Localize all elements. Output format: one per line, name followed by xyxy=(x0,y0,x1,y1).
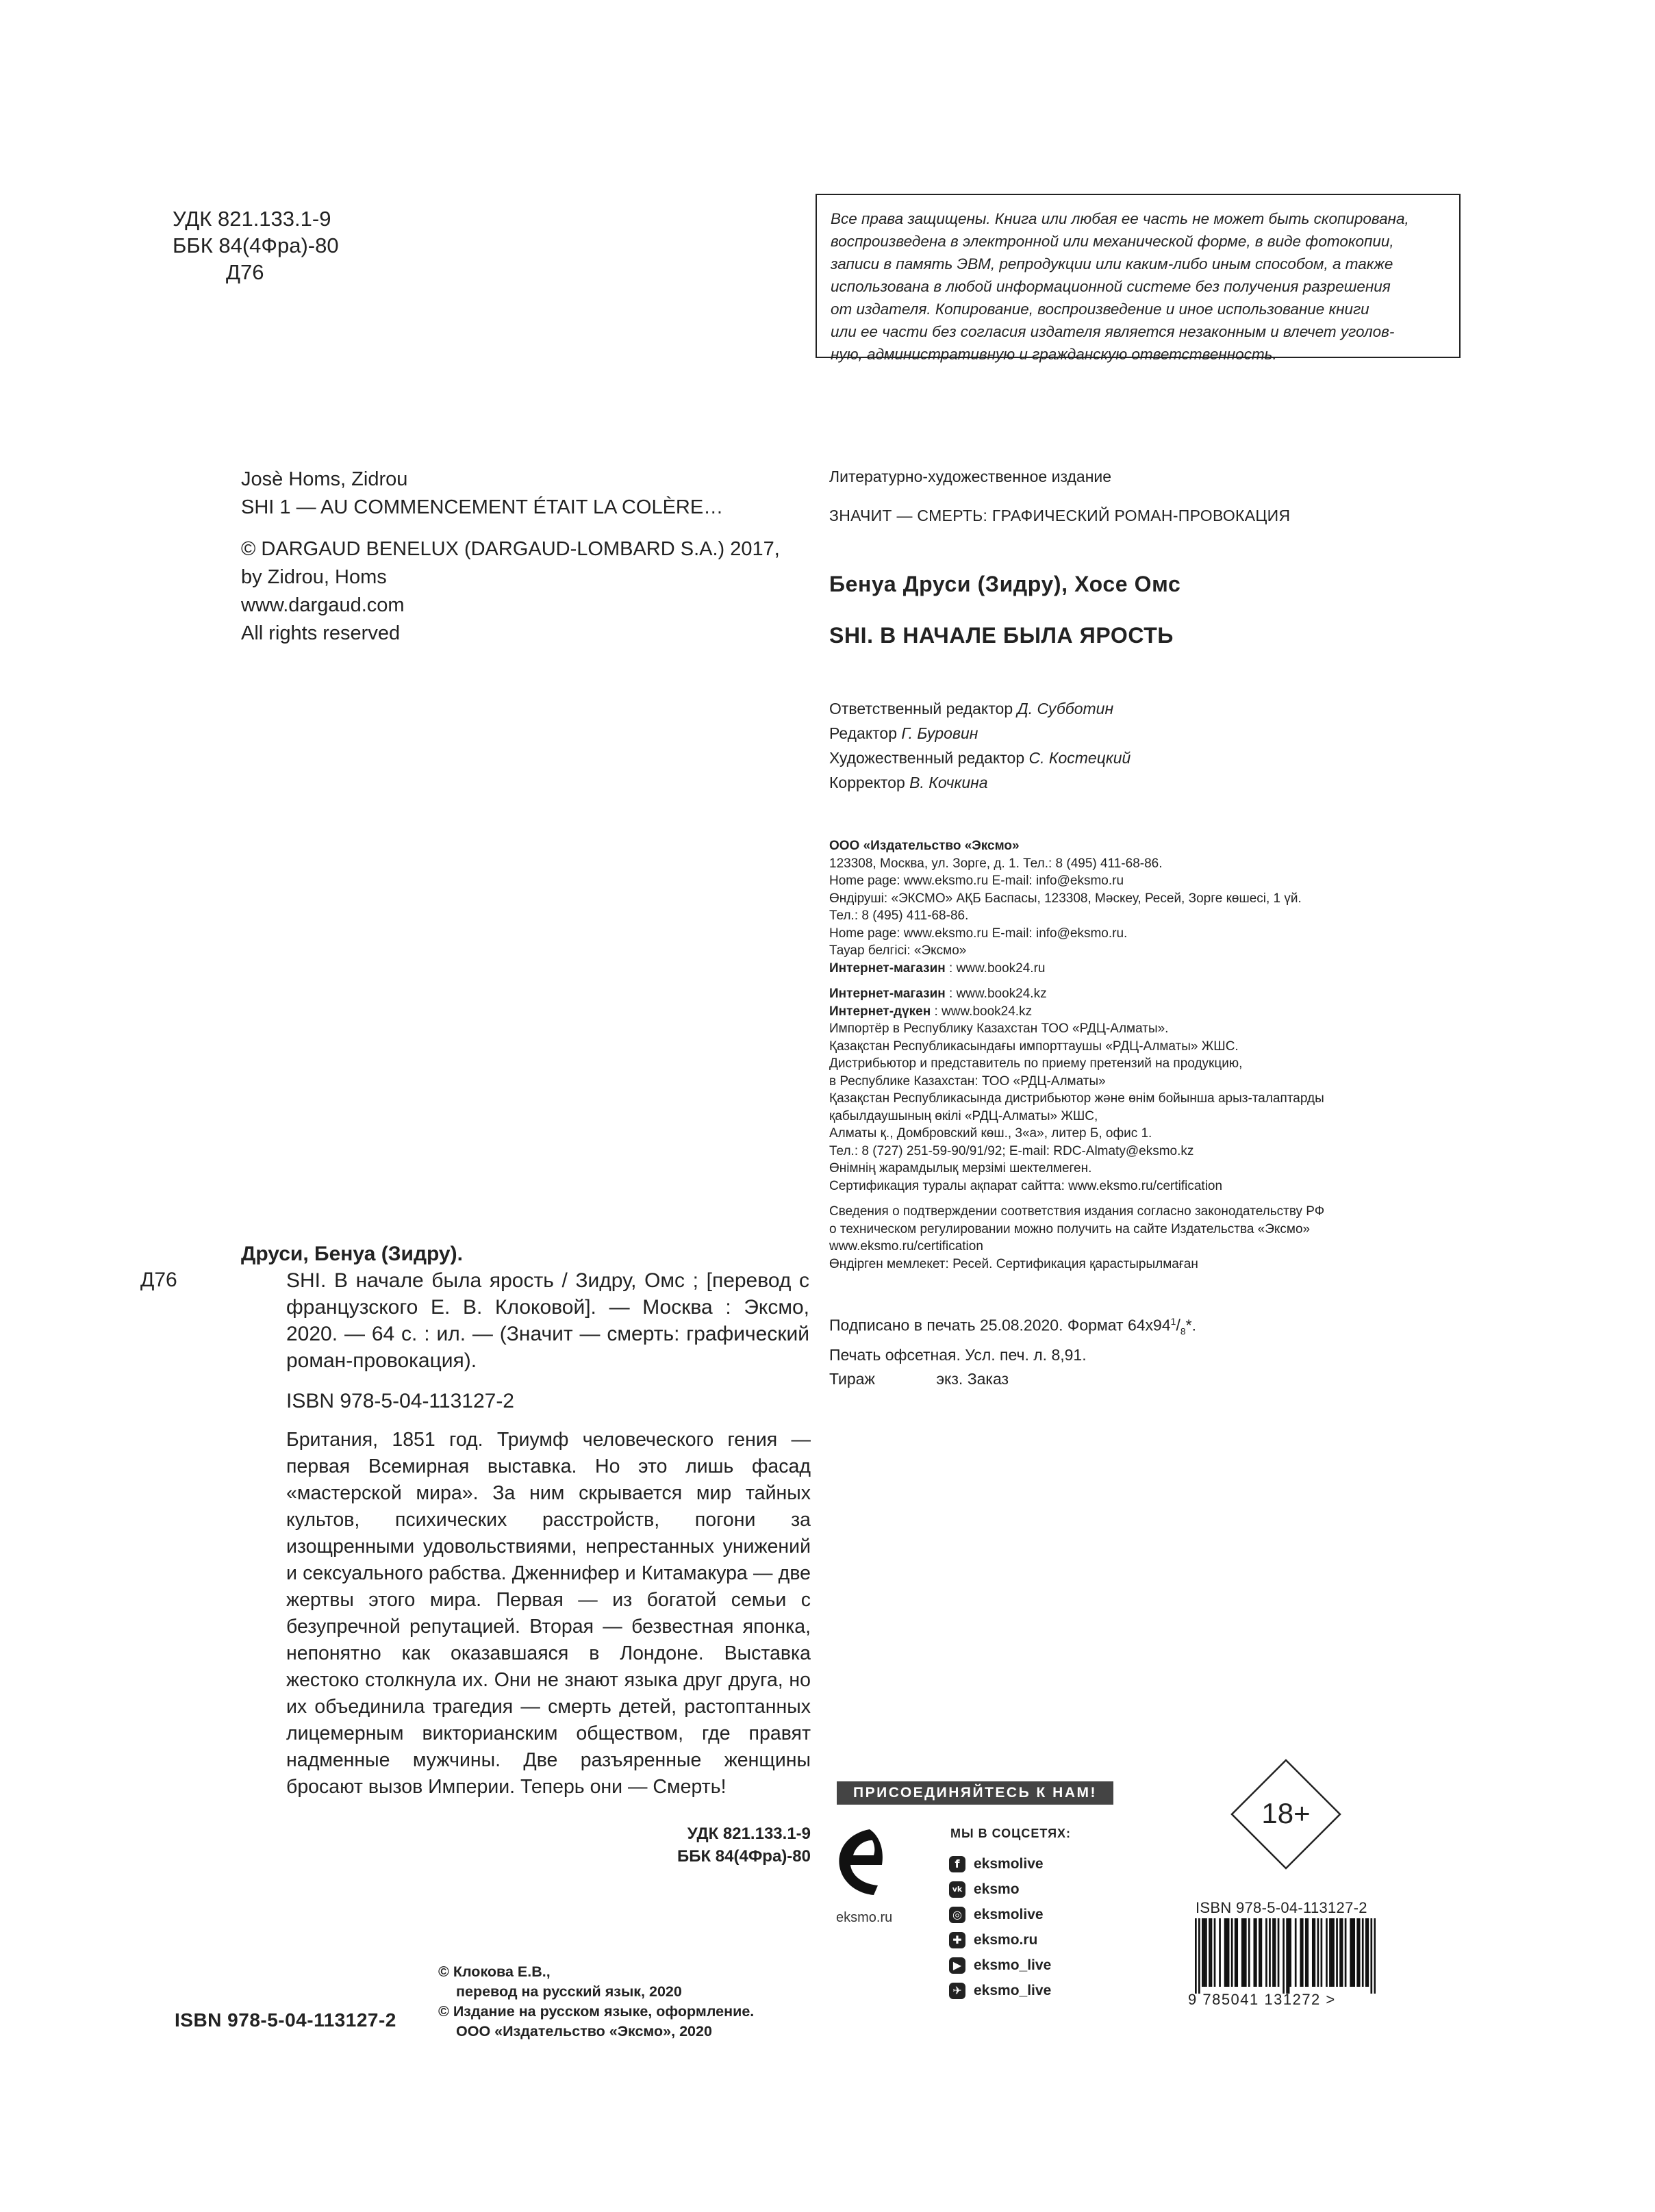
age-rating-badge xyxy=(1230,1759,1341,1870)
publisher-line: Сертификация туралы ақпарат сайтта: www.eksmo.ru/certification xyxy=(829,1178,1223,1193)
barcode-bar xyxy=(1300,1918,1302,1987)
barcode-bar xyxy=(1339,1918,1341,1987)
barcode-bar xyxy=(1204,1918,1206,1987)
barcode-digits: 9 785041 131272 > xyxy=(1188,1991,1336,2008)
social-label: eksmo_live xyxy=(974,1957,1052,1973)
barcode-bar xyxy=(1214,1918,1216,1987)
isbn-bottom: ISBN 978-5-04-113127-2 xyxy=(175,2009,396,2031)
editor-role: Ответственный редактор xyxy=(829,700,1018,717)
publisher-line: Алматы қ., Домбровский көш., 3«а», литер Б, офис 1. xyxy=(829,1126,1152,1141)
rights-line: использована в любой информационной системе без получения разрешения xyxy=(831,278,1391,295)
editor-role: Художественный редактор xyxy=(829,749,1029,767)
publisher-line: Дистрибьютор и представитель по приему претензий на продукцию, xyxy=(829,1056,1243,1071)
editors-list xyxy=(829,696,1130,795)
print-info xyxy=(829,1310,1196,1391)
publisher-info xyxy=(829,837,1324,1273)
social-label: eksmo_live xyxy=(974,1983,1052,1998)
barcode-bar xyxy=(1248,1918,1250,1987)
social-label: eksmo.ru xyxy=(974,1932,1038,1948)
barcode-bar xyxy=(1272,1918,1274,1987)
barcode-bar xyxy=(1313,1918,1315,1987)
publisher-line: Тауар белгісі: «Эксмо» xyxy=(829,943,967,958)
rights-notice-box xyxy=(816,194,1461,363)
signed-line: Подписано в печать 25.08.2020. Формат $64x94^1/_8*$. xyxy=(829,1316,1196,1337)
book-authors: Бенуа Друси (Зидру), Хосе Омс xyxy=(829,572,1181,596)
barcode-bar xyxy=(1236,1918,1238,1987)
edition-type: Литературно-художественное издание xyxy=(829,468,1112,485)
udk-code-bottom: УДК 821.133.1-9 xyxy=(687,1825,811,1843)
barcode-bar xyxy=(1312,1918,1314,1987)
telegram-icon: ✈ xyxy=(949,1983,965,1999)
ok-icon: ✚ xyxy=(949,1932,965,1948)
barcode-bar xyxy=(1359,1918,1361,1987)
barcode-bar xyxy=(1245,1918,1247,1987)
barcode-bar xyxy=(1370,1918,1372,1994)
barcode-bar xyxy=(1367,1918,1369,1987)
bib-author-mark: Д76 xyxy=(140,1269,177,1291)
editor-name: Г. Буровин xyxy=(901,724,978,742)
original-copyright-line: All rights reserved xyxy=(241,622,401,644)
barcode-bar xyxy=(1269,1918,1271,1987)
barcode-bar xyxy=(1329,1918,1331,1987)
barcode-bar xyxy=(1302,1918,1304,1987)
barcode-bar xyxy=(1345,1918,1347,1987)
barcode-bar xyxy=(1331,1918,1333,1987)
barcode-bar xyxy=(1259,1918,1261,1987)
barcode-bar xyxy=(1205,1918,1207,1987)
barcode-icon xyxy=(1195,1918,1376,1994)
editor-role: Корректор xyxy=(829,774,910,791)
editor-name: В. Кочкина xyxy=(909,774,988,791)
print-run: Тираж экз. Заказ xyxy=(829,1370,1009,1388)
print-method: Печать офсетная. Усл. печ. л. 8,91. xyxy=(829,1346,1087,1364)
eksmo-logo-icon xyxy=(834,1827,889,1898)
publisher-line: қабылдаушының өкілі «РДЦ-Алматы» ЖШС, xyxy=(829,1108,1098,1123)
publisher-line: Қазақстан Республикасында дистрибьютор және өнім бойынша арыз-талаптарды xyxy=(829,1091,1324,1106)
barcode-bar xyxy=(1255,1918,1257,1987)
instagram-icon: ◎ xyxy=(949,1907,965,1923)
age-rating-text: 18+ xyxy=(1261,1797,1311,1829)
barcode-bar xyxy=(1235,1918,1237,1987)
barcode-isbn: ISBN 978-5-04-113127-2 xyxy=(1196,1899,1367,1916)
barcode-bar xyxy=(1243,1918,1245,1987)
social-link[interactable] xyxy=(949,1877,1051,1902)
barcode-bar xyxy=(1253,1918,1255,1987)
barcode-bar xyxy=(1231,1918,1233,1987)
publisher-line: Тел.: 8 (727) 251-59-90/91/92; E-mail: RDC-Almaty@eksmo.kz xyxy=(829,1143,1194,1158)
barcode-bar xyxy=(1332,1918,1335,1987)
certification-line: о техническом регулировании можно получить на сайте Издательства «Эксмо» xyxy=(829,1221,1311,1236)
barcode-bar xyxy=(1274,1918,1276,1987)
social-label: eksmo xyxy=(974,1881,1020,1897)
social-link[interactable] xyxy=(949,1978,1051,2003)
bbk-code-bottom: ББК 84(4Фра)-80 xyxy=(677,1847,811,1866)
bib-description: SHI. В начале была ярость / Зидру, Омс ; [перевод с французского Е. В. Клоковой]. — Москва : Эксмо, 2020. — 64 с. : ил. — (Значит — смерть: графический роман-провокация). xyxy=(286,1269,809,1372)
barcode-bar xyxy=(1261,1918,1263,1987)
editor-line xyxy=(829,721,1130,746)
social-link[interactable] xyxy=(949,1902,1051,1927)
barcode-bar xyxy=(1295,1918,1297,1987)
publisher-line: Өндіруші: «ЭКСМО» АҚБ Баспасы, 123308, Мәскеу, Ресей, Зорге көшесі, 1 үй. xyxy=(829,891,1302,906)
social-label: eksmolive xyxy=(974,1856,1044,1872)
barcode-bar xyxy=(1198,1918,1200,1994)
publisher-line: Тел.: 8 (495) 411-68-86. xyxy=(829,908,969,923)
join-banner: ПРИСОЕДИНЯЙТЕСЬ К НАМ! xyxy=(837,1781,1113,1805)
publisher-line: Өнімнің жарамдылық мерзімі шектелмеген. xyxy=(829,1161,1092,1175)
vk-icon: vk xyxy=(949,1881,965,1898)
barcode-bar xyxy=(1209,1918,1211,1987)
barcode-bar xyxy=(1365,1918,1367,1987)
barcode-bar xyxy=(1219,1918,1221,1987)
facebook-icon: f xyxy=(949,1856,965,1872)
udk-block-top xyxy=(173,205,339,285)
rights-line: записи в память ЭВМ, репродукции или каким-либо иным способом, а также xyxy=(831,255,1393,272)
publisher-name: ООО «Издательство «Эксмо» xyxy=(829,839,1020,853)
editor-role: Редактор xyxy=(829,724,902,742)
bib-heading: Друси, Бенуа (Зидру). xyxy=(241,1243,463,1265)
barcode-bar xyxy=(1289,1918,1291,1987)
publisher-line: Импортёр в Республику Казахстан ТОО «РДЦ-Алматы». xyxy=(829,1021,1169,1036)
editor-line xyxy=(829,696,1130,721)
logo-caption: eksmo.ru xyxy=(836,1910,893,1925)
barcode-bar xyxy=(1211,1918,1213,1987)
social-link[interactable] xyxy=(949,1851,1051,1877)
udk-block-bottom xyxy=(624,1822,811,1868)
barcode-bar xyxy=(1317,1918,1319,1987)
barcode-bar xyxy=(1228,1918,1230,1987)
barcode-bar xyxy=(1353,1918,1355,1987)
barcode-bar xyxy=(1224,1918,1226,1987)
rights-line: ную, административную и гражданскую ответственность. xyxy=(831,346,1277,363)
bib-isbn: ISBN 978-5-04-113127-2 xyxy=(286,1390,514,1412)
udk-code: УДК 821.133.1-9 xyxy=(173,207,331,231)
certification-line: Өндірген мемлекет: Ресей. Сертификация қарастырылмаған xyxy=(829,1256,1198,1271)
publisher-line: Қазақстан Республикасындағы импорттаушы «РДЦ-Алматы» ЖШС. xyxy=(829,1039,1239,1054)
book-title: SHI. В НАЧАЛЕ БЫЛА ЯРОСТЬ xyxy=(829,623,1174,648)
barcode-bar xyxy=(1241,1918,1243,1987)
barcode-bar xyxy=(1306,1918,1309,1987)
original-title: SHI 1 — AU COMMENCEMENT ÉTAIT LA COLÈRE… xyxy=(241,496,724,518)
original-copyright-line: www.dargaud.com xyxy=(241,594,405,616)
certification-line: www.eksmo.ru/certification xyxy=(829,1239,983,1254)
author-mark: Д76 xyxy=(226,260,264,284)
social-link[interactable] xyxy=(949,1927,1051,1953)
bbk-code: ББК 84(4Фра)-80 xyxy=(173,233,339,257)
social-heading: МЫ В СОЦСЕТЯХ: xyxy=(950,1827,1072,1840)
editor-name: Д. Субботин xyxy=(1017,700,1114,717)
shop-kz-kk: Интернет-дүкен : www.book24.kz xyxy=(829,1004,1033,1019)
barcode-bar xyxy=(1305,1918,1307,1987)
annotation: Британия, 1851 год. Триумф человеческого гения — первая Всемирная выставка. Но это лишь фасад «мастерской мира». За ним скрывается мир тайных культов, психических расстройств, погони за изощренными удовольствиями, непрестанных унижений и сексуального рабства. Дженнифер и Китамакура — две жертвы этого мира. Первая — из богатой семьи с безупречной репутацией. Вторая — безвестная японка, непонятно как оказавшаяся в Лондоне. Выставка жестоко столкнула их. Они не знают языка друг друга, но их объединила трагедия — смерть детей, растоптанных лицемерным викторианским обществом, где правят надменные мужчины. Две разъяренные женщины бросают вызов Империи. Теперь они — Смерть! xyxy=(286,1429,811,1798)
copyright-russian: © Клокова Е.В., перевод на русский язык, 2020 © Издание на русском языке, оформление. ООО «Издательство «Эксмо», 2020 xyxy=(438,1963,755,2039)
barcode-bar xyxy=(1321,1918,1323,1987)
barcode-bar xyxy=(1350,1918,1352,1987)
barcode-bar xyxy=(1336,1918,1338,1987)
publisher-line: Home page: www.eksmo.ru E-mail: info@eksmo.ru. xyxy=(829,926,1128,941)
publisher-line: 123308, Москва, ул. Зорге, д. 1. Тел.: 8 (495) 411-68-86. xyxy=(829,856,1163,871)
rights-line: Все права защищены. Книга или любая ее часть не может быть скопирована, xyxy=(831,210,1409,227)
editor-line xyxy=(829,746,1130,770)
barcode-bar xyxy=(1278,1918,1280,1987)
barcode-bar xyxy=(1352,1918,1354,1987)
barcode-bar xyxy=(1341,1918,1343,1987)
certification-line: Сведения о подтверждении соответствия издания согласно законодательству РФ xyxy=(829,1204,1325,1219)
barcode-bar xyxy=(1265,1918,1267,1987)
barcode-bar xyxy=(1288,1918,1290,1994)
original-copyright-line: © DARGAUD BENELUX (DARGAUD-LOMBARD S.A.) 2017, xyxy=(241,538,780,560)
social-link[interactable] xyxy=(949,1953,1051,1978)
bibliographic-record xyxy=(241,1241,809,1414)
youtube-icon: ▶ xyxy=(949,1957,965,1974)
barcode-bar xyxy=(1374,1918,1376,1994)
publisher-line: в Республике Казахстан: ТОО «РДЦ-Алматы» xyxy=(829,1073,1106,1089)
barcode-bar xyxy=(1286,1918,1288,1994)
barcode-bar xyxy=(1226,1918,1228,1987)
social-list xyxy=(949,1851,1051,2003)
barcode-bar xyxy=(1326,1918,1328,1987)
shop-ru: Интернет-магазин : www.book24.ru xyxy=(829,961,1046,976)
barcode-bar xyxy=(1195,1918,1197,1994)
social-label: eksmolive xyxy=(974,1907,1044,1922)
editor-name: С. Костецкий xyxy=(1028,749,1131,767)
publisher-line: Home page: www.eksmo.ru E-mail: info@eksmo.ru xyxy=(829,874,1124,888)
rights-line: от издателя. Копирование, воспроизведение и иное использование книги xyxy=(831,301,1369,318)
rights-line: воспроизведена в электронной или механической форме, в виде фотокопии, xyxy=(831,233,1394,250)
original-authors: Josè Homs, Zidrou xyxy=(241,468,408,490)
shop-kz: Интернет-магазин : www.book24.kz xyxy=(829,987,1047,1001)
barcode-bar xyxy=(1356,1918,1359,1987)
original-edition-info xyxy=(241,466,780,648)
barcode-bar xyxy=(1202,1918,1204,1987)
original-copyright-line: by Zidrou, Homs xyxy=(241,566,387,588)
series-name: ЗНАЧИТ — СМЕРТЬ: ГРАФИЧЕСКИЙ РОМАН-ПРОВОКАЦИЯ xyxy=(829,507,1291,524)
barcode-bar xyxy=(1283,1918,1285,1994)
barcode-bar xyxy=(1362,1918,1364,1987)
editor-line xyxy=(829,770,1130,795)
rights-line: или ее части без согласия издателя является незаконным и влечет уголов- xyxy=(831,323,1395,340)
